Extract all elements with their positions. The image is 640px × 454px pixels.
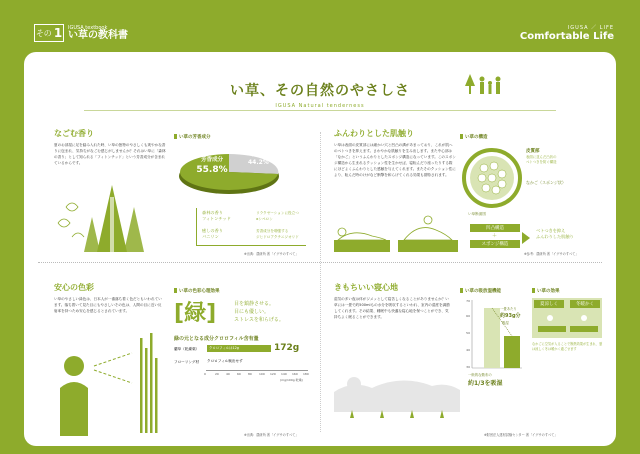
scent-item-4: 芳香成分を増強する ジヒドロアクチニジオリド: [256, 229, 299, 239]
color-chart-label: い草の色彩心理効果: [174, 288, 220, 294]
section-subtitle: IGUSA ／ LIFE: [567, 25, 614, 31]
tag-warm-winter: 冬暖かく: [570, 300, 600, 308]
big-char: 緑: [184, 301, 207, 326]
svg-text:60: 60: [466, 314, 470, 318]
annotation-2: 約93g分: [500, 313, 521, 319]
row2-bar-text: クロロフィル検出せず: [207, 359, 243, 363]
axis-tick: 0: [204, 372, 206, 376]
chlorophyll-axis: [206, 370, 308, 371]
sleep-heading: きもちいい寝心地: [334, 283, 398, 292]
axis-tick: 20: [215, 372, 219, 376]
pie-main-label: 機能性 芳香成分: [200, 150, 223, 163]
chapter-number-box: [34, 24, 64, 42]
svg-text:30: 30: [466, 365, 470, 369]
page-panel: [24, 52, 616, 446]
title-divider: [84, 110, 556, 111]
pie-other-value: 44.2%: [248, 159, 269, 166]
annotation-1: 一畳あたり: [500, 307, 517, 311]
cross-section-caption: い草断面図: [468, 212, 486, 216]
color-effects: 目を鎮静させる。 目にも優しい。 ストレスを和らげる。: [234, 301, 284, 323]
svg-text:50: 50: [466, 331, 470, 335]
texture-body: い草は表面の皮質部には細かい穴と凹凸の溝があまっており、これが肌へのベトつきを抑えます。さわやかな肌触りを生み出します。また中心部は「なかご」というふんわりとしたスポンジ構造になっています。このスポンジ構造から生まれるクッション性を生かせば、寝転んだり座ったりする際にほどよくふんわりとした感触を与えてくれます。またそのクッション性により、転んだ時のけがなど衝撃を和らげてくれる効果も期待されます。: [334, 143, 456, 177]
scent-body: 夏のお部屋に足を踏み入れた時、い草の独特のやさしくも爽やかな香りに包まれ、気持ちがなごむ感じがしませんか？それはい草に「森林の香り」として知られる「フィトンチッド」という芳香成分が含まれているからです。: [54, 143, 166, 165]
box-sponge: スポンジ構造: [470, 240, 520, 248]
pie-main-value: 55.8%: [196, 165, 228, 175]
horizontal-divider: [38, 262, 602, 263]
effect-note: なかごに空気が入ることで断熱効果が生まれ、夏は涼しく冬は暖かく過ごせます: [532, 342, 603, 351]
annotation-3: 吸湿: [502, 321, 509, 325]
section-header: [520, 24, 614, 42]
box-uneven: 凹凸構造: [470, 224, 520, 232]
texture-chart-label: い草の構造: [460, 134, 488, 140]
chapter-prefix: その: [35, 28, 52, 38]
person-viewing-icon: [52, 328, 162, 436]
chapter-badge: [34, 24, 128, 42]
texture-credit: ※参考：農研所 著「イグサのすべて」: [524, 252, 579, 256]
scent-item-3: 癒しの香り バニリン: [202, 228, 223, 239]
scent-item-1: 森林の香り フィトンチッド: [202, 210, 231, 221]
section-title: Comfortable Life: [519, 31, 614, 42]
chapter-number: 1: [53, 26, 63, 40]
axis-tick: 160: [292, 372, 298, 376]
scent-chart-label: い草の芳香成分: [174, 134, 211, 140]
page-title: い草、その自然のやさしさ: [230, 83, 410, 99]
room-icon: [536, 310, 600, 336]
sleeping-person-icon: [332, 352, 462, 422]
bottom-note-1: 一般的な敷布の: [468, 373, 492, 377]
axis-unit: (mg/100g 乾燥): [280, 378, 303, 382]
scent-item-2: リラクゼーションに役立つ αシペロン: [256, 211, 299, 221]
axis-tick: 80: [248, 372, 252, 376]
color-credit: ※出典：農研所 著「イグサのすべて」: [244, 433, 299, 437]
tag-cool-summer: 夏涼しく: [534, 300, 564, 308]
row1-label: 藺草（乾燥葉）: [174, 347, 200, 351]
chlorophyll-title: 緑の元となる成分クロロフィル含有量: [174, 336, 259, 342]
svg-text:70: 70: [466, 299, 470, 303]
row1-bar: クロロフィルは12g: [207, 345, 271, 352]
page-subtitle: IGUSA Natural tenderness: [275, 103, 365, 109]
svg-text:40: 40: [466, 348, 470, 352]
scent-credit: ※出典：農研所 著「イグサのすべて」: [244, 252, 299, 256]
texture-heading: ふんわりとした肌触り: [334, 129, 414, 138]
arrow-right-icon: [522, 232, 532, 244]
pie-other-label: その他: [250, 153, 264, 158]
color-heading: 安心の色彩: [54, 283, 94, 292]
axis-tick: 60: [237, 372, 241, 376]
axis-tick: 120: [270, 372, 276, 376]
book-subtitle: IGUSA textbook: [68, 24, 108, 31]
axis-tick: 100: [259, 372, 265, 376]
axis-tick: 180: [303, 372, 309, 376]
part2-label: なかご（スポンジ状）: [526, 180, 566, 185]
scent-items-bracket: [196, 208, 306, 246]
green-character: [緑]: [174, 301, 217, 326]
part1-desc: 表面に並んだ凸状の ベトつきを防ぐ構造: [526, 155, 557, 164]
vertical-divider: [320, 132, 321, 432]
color-body: い草のやさしい緑色は、日本人が一番落ち着く色だともいわれています。落ち着いて見た目にもやさしいその色は、人間の目に近い反射率を持つため安心を感じるとされています。: [54, 297, 162, 313]
effect-chart-label: い草の効果: [532, 288, 560, 294]
forest-icon: [52, 177, 152, 257]
sleep-body: 湿気の多い夜は体がジメッとして寝苦しくなることがありませんか？い草には一畳で約500mlもの水分を吸収するといわれ、室内の湿度を調節してくれます。その結果、睡眠中も快適な寝心地を保つことができ、気持ちよく眠ることができます。: [334, 297, 450, 319]
book-title: い草の教科書: [68, 29, 128, 41]
row1-value: 172g: [274, 343, 300, 353]
axis-tick: 40: [226, 372, 230, 376]
cushion-people-icon: [332, 214, 462, 254]
part1-label: 皮質部: [526, 149, 540, 154]
plus-sign: ＋: [492, 233, 498, 239]
rush-cross-section: [462, 144, 522, 212]
axis-tick: 140: [281, 372, 287, 376]
family-tree-icon: [464, 72, 504, 100]
row2-label: フローリング材: [174, 360, 200, 364]
sleep-chart-label: い草の吸放湿機能: [460, 288, 501, 294]
sleep-credit: ※財団法人建材試験センター 著「イグサのすべて」: [484, 433, 558, 437]
texture-result: ベトつきを抑え ふんわりした肌触り: [536, 228, 574, 239]
bottom-note-2: 約1/3を吸湿: [468, 380, 503, 387]
scent-heading: なごむ香り: [54, 129, 94, 138]
